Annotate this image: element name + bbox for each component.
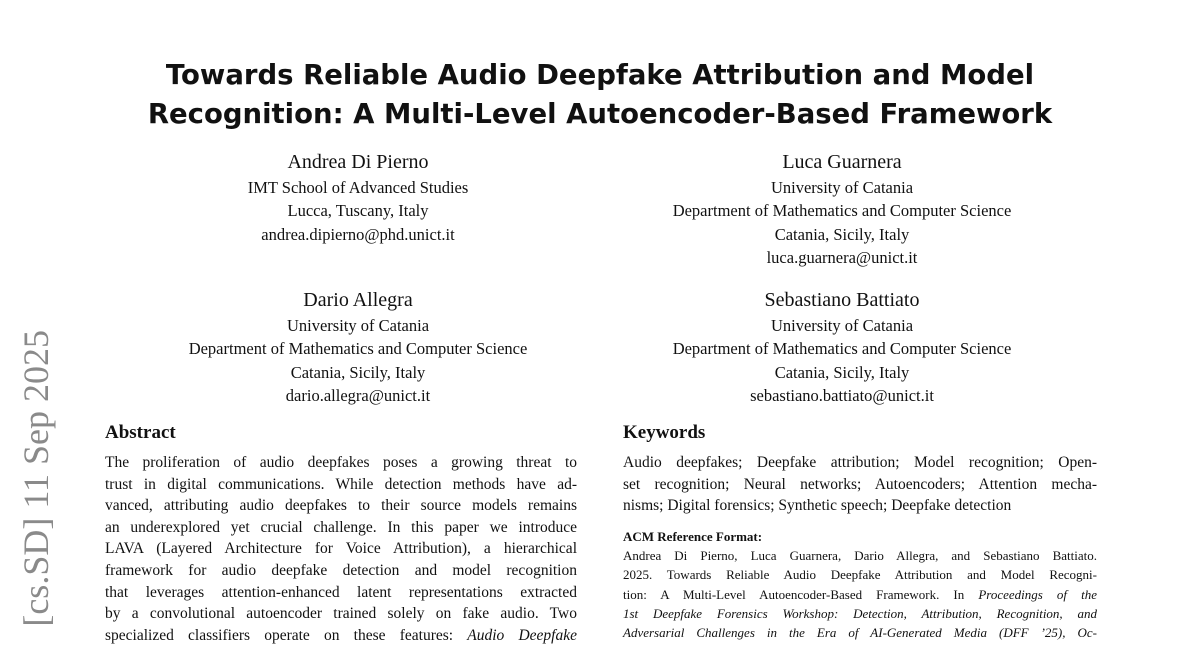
keywords-line: Audio deepfakes; Deepfake attribution; Model recognition; Open- bbox=[623, 454, 1097, 471]
author-location: Lucca, Tuscany, Italy bbox=[287, 201, 429, 221]
keywords-line: set recognition; Neural networks; Autoencoders; Attention mecha- bbox=[623, 475, 1097, 493]
author-email: dario.allegra@unict.it bbox=[285, 385, 431, 405]
acm-line: 1st Deepfake Forensics Workshop: Detection, Attribution, Recognition, and bbox=[623, 605, 1097, 621]
author-email: andrea.dipierno@phd.unict.it bbox=[261, 224, 455, 244]
author-affiliation: University of Catania bbox=[770, 316, 914, 335]
abstract-line: framework for audio deepfake detection and model recognition bbox=[105, 561, 577, 579]
keywords-heading: Keywords bbox=[623, 422, 706, 443]
title-line-1: Towards Reliable Audio Deepfake Attribution and Model bbox=[165, 59, 1035, 91]
author-name: Sebastiano Battiato bbox=[764, 289, 920, 311]
author-department: Department of Mathematics and Computer Science bbox=[672, 339, 1012, 359]
acm-line bbox=[623, 585, 1097, 604]
abstract-line: that leverages attention-enhanced latent representations extracted bbox=[105, 583, 577, 601]
abstract-line: by a convolutional autoencoder trained solely on fake audio. Two bbox=[105, 605, 577, 623]
keywords-body bbox=[623, 452, 1097, 517]
abstract-line: vanced, attributing audio deepfakes to their source models remains bbox=[105, 497, 577, 515]
author-affiliation: University of Catania bbox=[770, 178, 914, 197]
author-block-battiato bbox=[592, 287, 1092, 407]
author-email: sebastiano.battiato@unict.it bbox=[750, 385, 934, 405]
abstract-heading: Abstract bbox=[105, 422, 176, 443]
abstract-line: The proliferation of audio deepfakes poses a growing threat to bbox=[105, 454, 577, 471]
author-location: Catania, Sicily, Italy bbox=[774, 224, 910, 244]
abstract-emphasis: Audio Deepfake bbox=[467, 626, 577, 644]
abstract-line: LAVA (Layered Architecture for Voice Attribution), a hierarchical bbox=[105, 540, 577, 558]
author-block-guarnera bbox=[592, 149, 1092, 269]
acm-line: Andrea Di Pierno, Luca Guarnera, Dario Allegra, and Sebastiano Battiato. bbox=[623, 548, 1097, 563]
abstract-line: an underexplored yet crucial challenge. In this paper we introduce bbox=[105, 518, 577, 536]
author-block-allegra bbox=[108, 287, 608, 407]
author-affiliation: University of Catania bbox=[286, 316, 430, 335]
abstract-body bbox=[105, 452, 577, 646]
author-name: Dario Allegra bbox=[303, 289, 413, 311]
author-affiliation: IMT School of Advanced Studies bbox=[247, 178, 469, 197]
abstract-line: trust in digital communications. While detection methods have ad- bbox=[105, 475, 577, 493]
author-email: luca.guarnera@unict.it bbox=[766, 247, 918, 267]
author-name: Andrea Di Pierno bbox=[287, 151, 429, 173]
author-location: Catania, Sicily, Italy bbox=[774, 362, 910, 382]
acm-text: tion: A Multi-Level Autoencoder-Based Framework. In bbox=[623, 586, 979, 602]
author-department: Department of Mathematics and Computer Science bbox=[672, 201, 1012, 221]
abstract-line bbox=[105, 625, 577, 647]
title-line-2: Recognition: A Multi-Level Autoencoder-Based Framework bbox=[147, 98, 1053, 130]
acm-line: Adversarial Challenges in the Era of AI-Generated Media (DFF ’25), Oc- bbox=[623, 625, 1097, 641]
acm-reference-body bbox=[623, 546, 1097, 642]
acm-proceedings: Proceedings of the bbox=[978, 586, 1097, 602]
abstract-text: specialized classifiers operate on these features: bbox=[105, 626, 468, 644]
keywords-line: nisms; Digital forensics; Synthetic speech; Deepfake detection bbox=[623, 497, 1012, 515]
paper-title bbox=[100, 56, 1100, 134]
author-location: Catania, Sicily, Italy bbox=[290, 362, 426, 382]
acm-line: 2025. Towards Reliable Audio Deepfake Attribution and Model Recogni- bbox=[623, 567, 1097, 583]
author-block-di-pierno bbox=[108, 149, 608, 246]
acm-reference-heading: ACM Reference Format: bbox=[623, 529, 763, 544]
author-department: Department of Mathematics and Computer Science bbox=[188, 339, 528, 359]
author-name: Luca Guarnera bbox=[782, 151, 902, 173]
arxiv-side-stamp: [cs.SD] 11 Sep 2025 bbox=[16, 330, 56, 627]
